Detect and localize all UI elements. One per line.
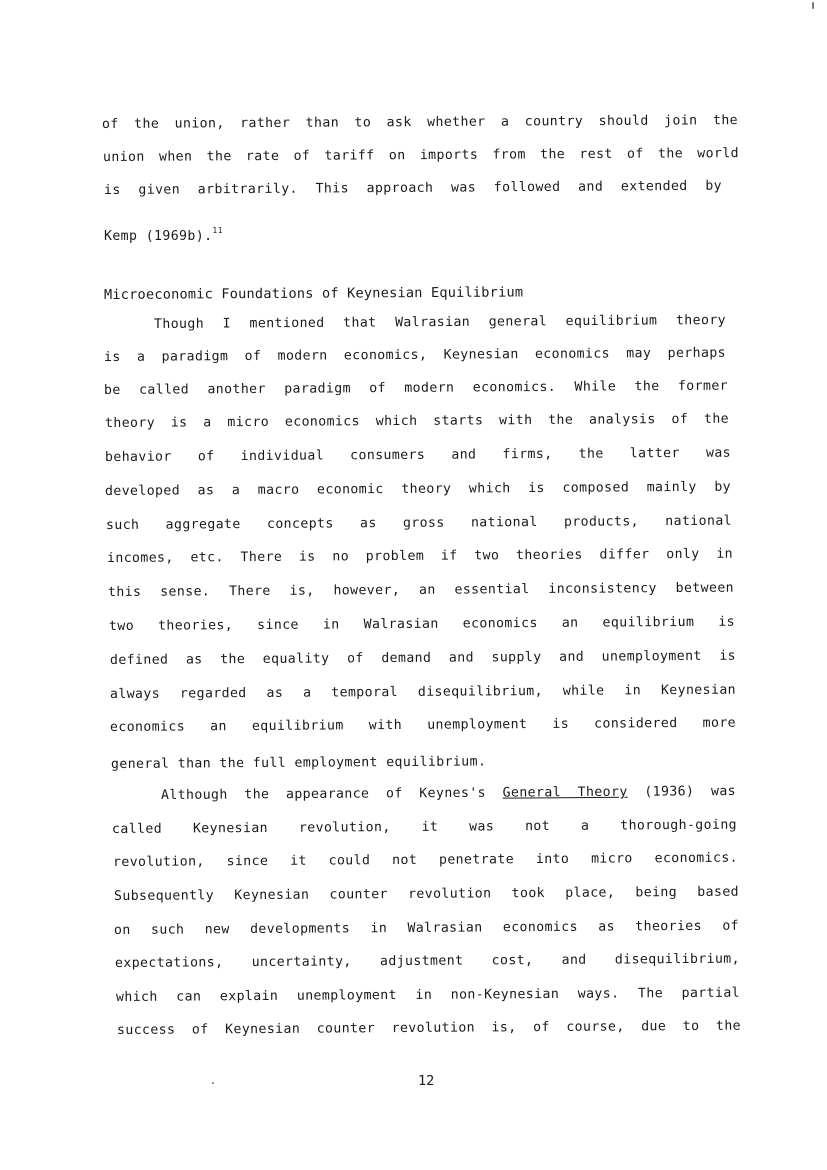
section-heading: Microeconomic Foundations of Keynesian Equilibrium [103,284,524,303]
text-line: defined as the equality of demand and supply and unemployment is [109,648,737,668]
text-line: incomes, etc. There is no problem if two theories differ only in [106,546,734,566]
text-line: this sense. There is, however, an essential inconsistency between [107,580,735,600]
text-line: two theories, since in Walrasian economics an equilibrium is [108,614,736,634]
text-line: union when the rate of tariff on imports from the rest of the world [102,146,740,165]
text-line: of the union, rather than to ask whether a country should join the [101,113,739,132]
text-line: is given arbitrarily. This approach was followed and extended by [103,178,723,198]
text-line: on such new developments in Walrasian economics as theories of [113,918,740,938]
text-line [161,783,736,805]
citation-text: Kemp (1969b). [104,229,213,244]
text-line: economics an equilibrium with unemployment is considered more [109,715,737,735]
text-line: be called another paradigm of modern economics. While the former [103,378,729,398]
text-line: is a paradigm of modern economics, Keynesian economics may perhaps [103,345,727,365]
text-span: (1936) was [627,783,737,800]
text-line: always regarded as a temporal disequilibrium, while in Keynesian [109,682,737,702]
text-line [104,222,740,246]
page-number: 12 [418,1073,435,1089]
text-line: Subsequently Keynesian counter revolution took place, being based [113,884,740,904]
text-line: developed as a macro economic theory which is composed mainly by [104,479,732,499]
text-span: Although the appearance of Keynes's [160,785,503,803]
text-line: revolution, since it could not penetrate into micro economics. [112,850,739,870]
book-title: General Theory [502,784,628,801]
text-line: expectations, uncertainty, adjustment cost, and disequilibrium, [114,951,741,971]
text-line: such aggregate concepts as gross national products, national [105,513,733,533]
text-line: theory is a micro economics which starts with the analysis of the [104,411,730,431]
scan-speck [812,2,814,9]
text-line: Though I mentioned that Walrasian general equilibrium theory [153,313,727,332]
text-line: success of Keynesian counter revolution is, of course, due to the [116,1018,742,1038]
text-line: called Keynesian revolution, it was not a thorough-going [111,817,738,837]
text-line: behavior of individual consumers and firms, the latter was [104,445,732,465]
scan-speck [212,1082,214,1084]
text-line: general than the full employment equilibrium. [110,754,487,772]
text-line: which can explain unemployment in non-Keynesian ways. The partial [115,985,741,1005]
footnote-marker: 11 [212,226,223,235]
